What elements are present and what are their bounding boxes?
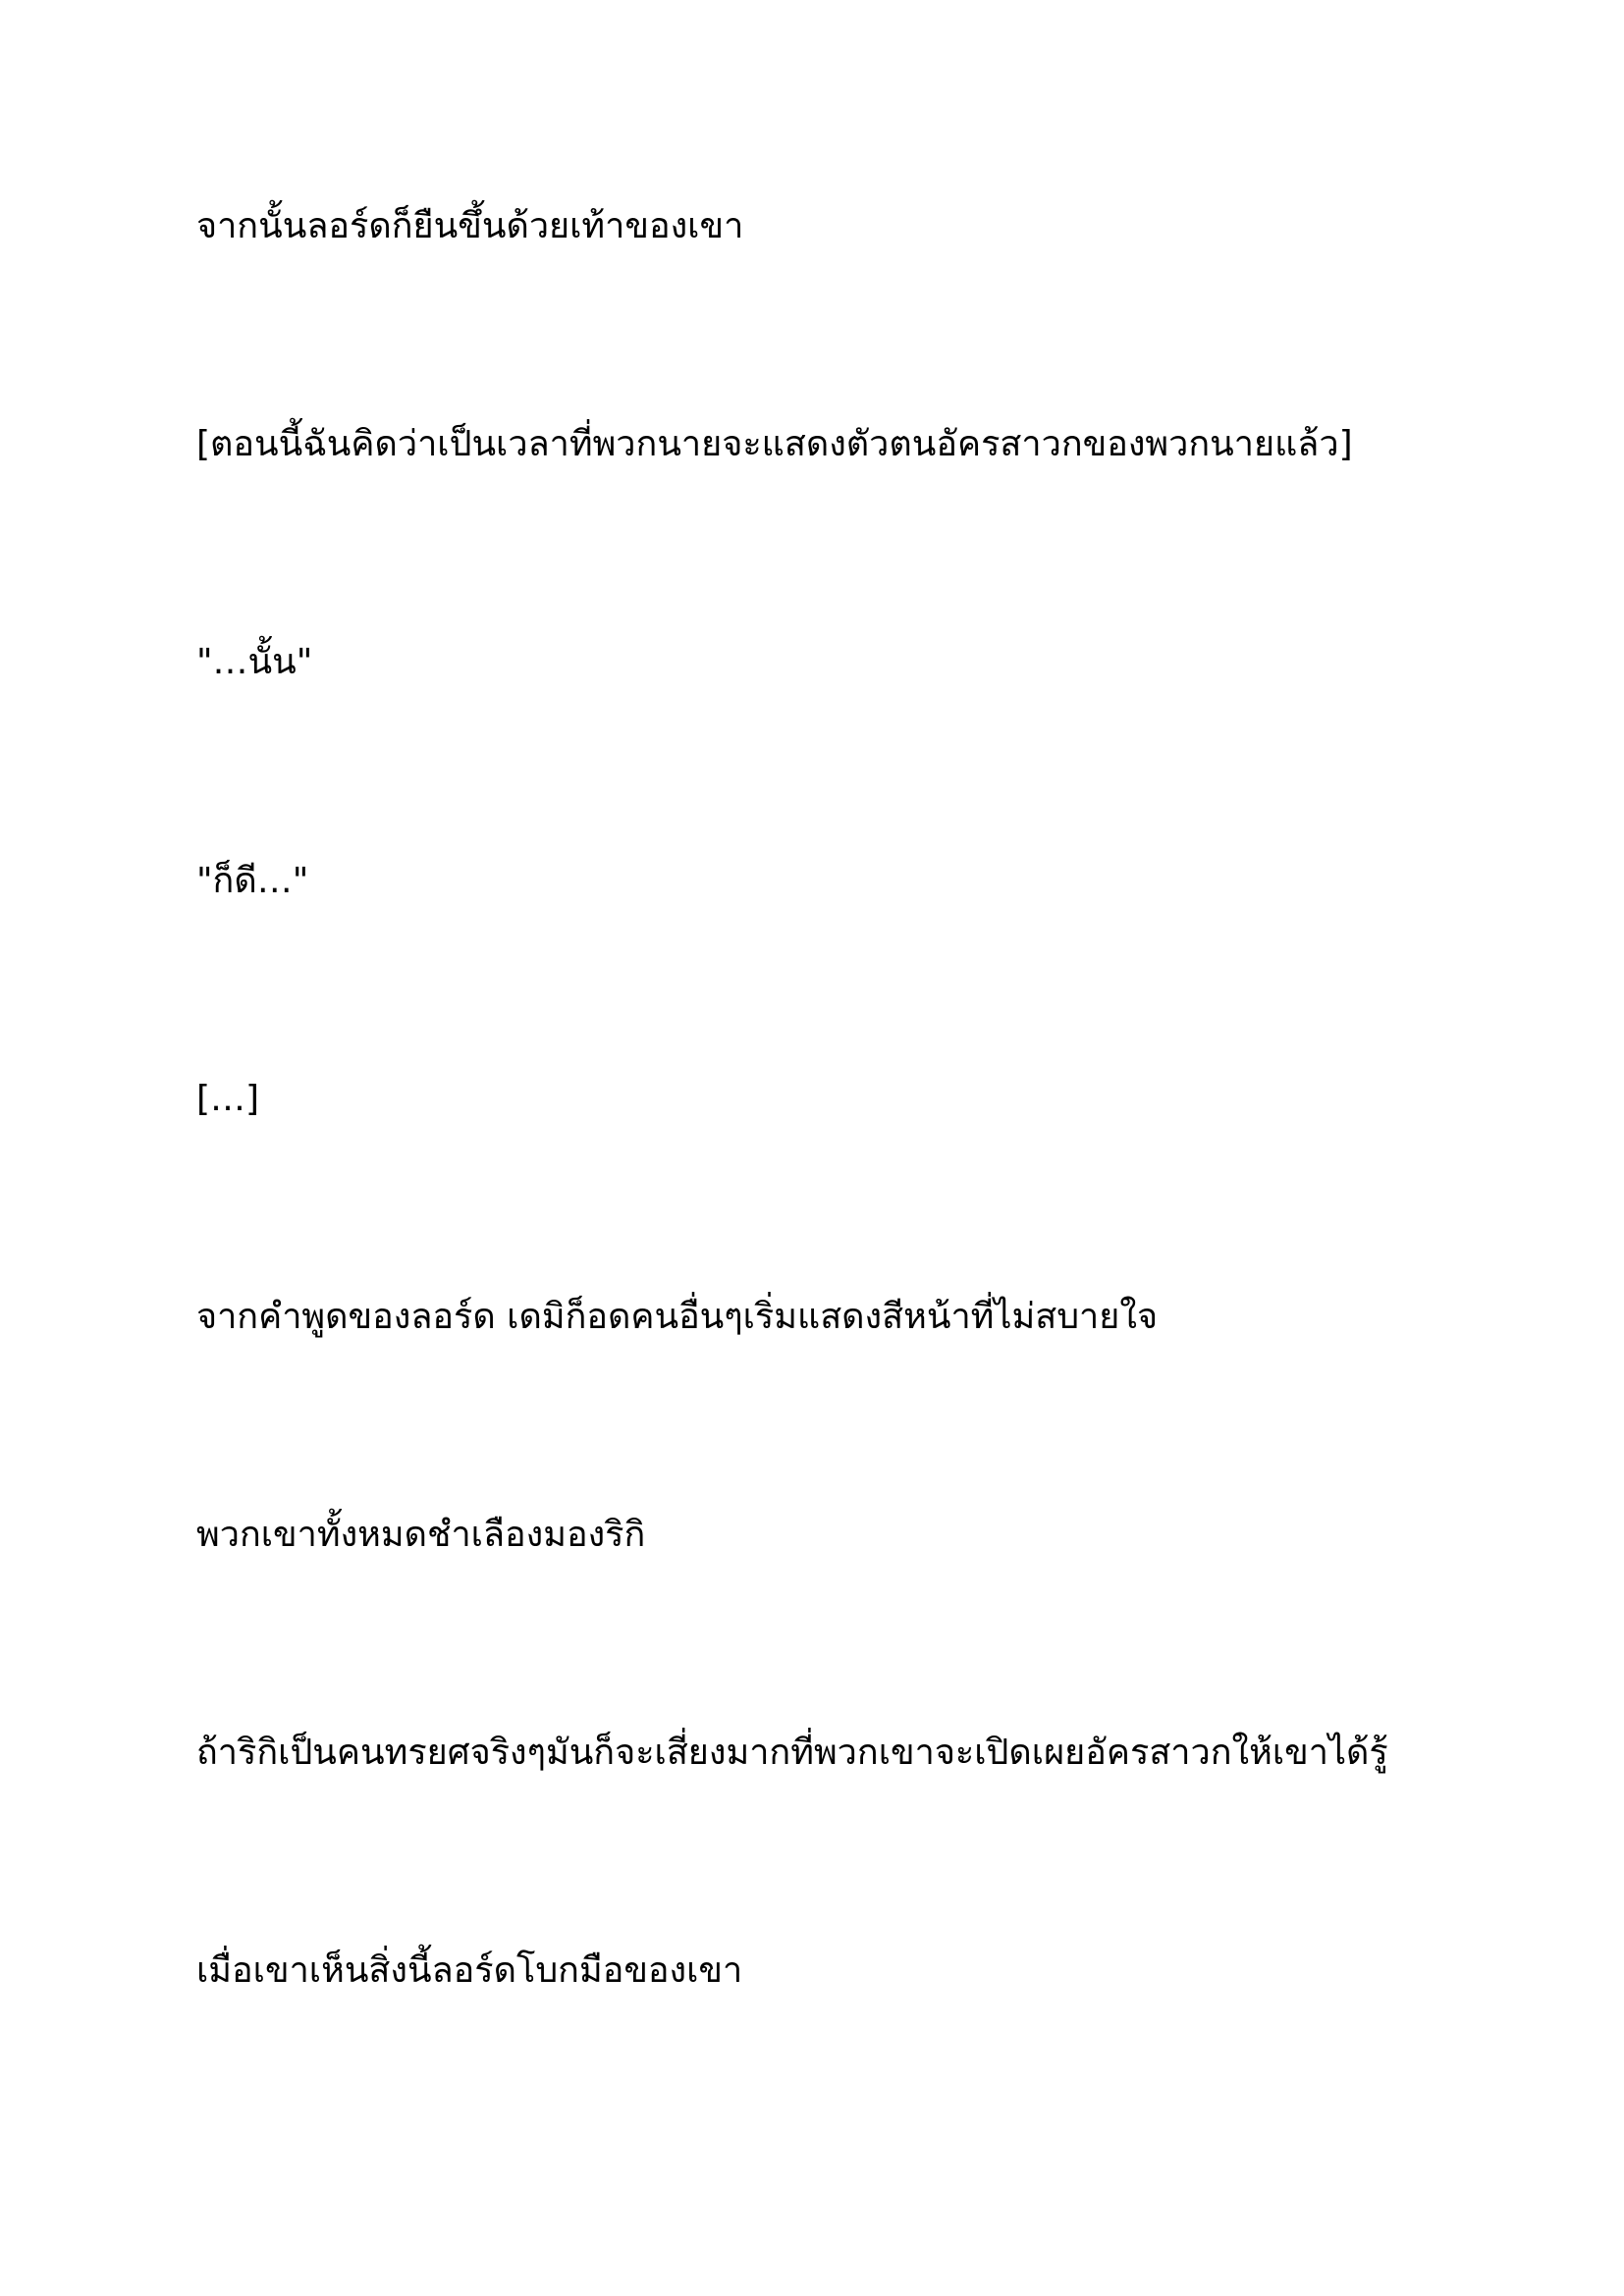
- paragraph-2: [ตอนนี้ฉันคิดว่าเป็นเวลาที่พวกนายจะแสดงตัวตนอัครสาวกของพวกนายแล้ว]: [196, 424, 1353, 464]
- paragraph-8: ถ้าริกิเป็นคนทรยศจริงๆมันก็จะเสี่ยงมากที่พวกเขาจะเปิดเผยอัครสาวกให้เขาได้รู้: [196, 1733, 1388, 1773]
- paragraph-5: […]: [196, 1079, 260, 1119]
- paragraph-7: พวกเขาทั้งหมดชำเลืองมองริกิ: [196, 1515, 646, 1555]
- paragraph-1: จากนั้นลอร์ดก็ยืนขึ้นด้วยเท้าของเขา: [196, 206, 744, 246]
- paragraph-4: "ก็ดี…": [196, 861, 309, 901]
- paragraph-6: จากคำพูดของลอร์ด เดมิก็อดคนอื่นๆเริ่มแสดงสีหน้าที่ไม่สบายใจ: [196, 1297, 1159, 1337]
- paragraph-9: เมื่อเขาเห็นสิ่งนี้ลอร์ดโบกมือของเขา: [196, 1950, 743, 1991]
- paragraph-3: "…นั้น": [196, 642, 313, 682]
